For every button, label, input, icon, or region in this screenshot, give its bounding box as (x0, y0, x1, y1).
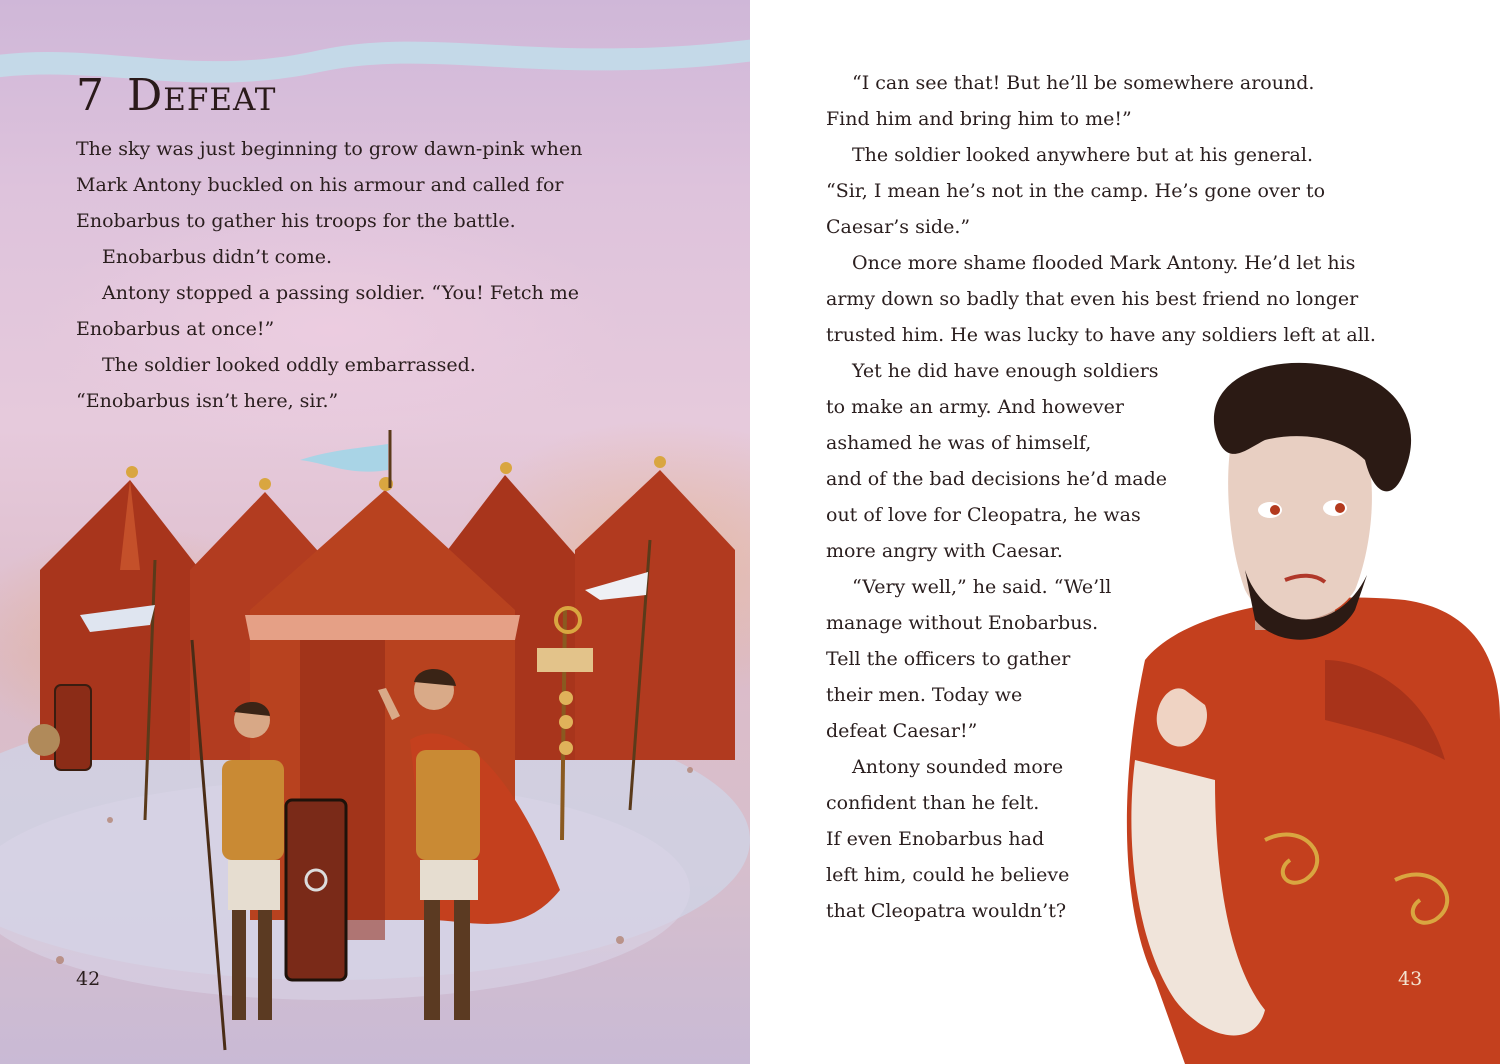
paragraph (826, 101, 1376, 137)
paragraph (76, 347, 582, 383)
text-line: “Very well,” he said. “We’ll (852, 576, 1112, 598)
page-number: 42 (76, 968, 101, 990)
text-line: “I can see that! But he’ll be somewhere around. (852, 72, 1315, 94)
chapter-number: 7 (76, 70, 105, 121)
text-line: more angry with Caesar. (826, 540, 1063, 562)
text-line: army down so badly that even his best friend no longer (826, 288, 1359, 310)
text-line: left him, could he believe (826, 864, 1070, 886)
camp-illustration (0, 420, 750, 1064)
text-line: defeat Caesar!” (826, 720, 978, 742)
text-line: “Enobarbus isn’t here, sir.” (76, 390, 339, 412)
right-page-text (826, 65, 1376, 929)
paragraph (826, 65, 1376, 101)
paragraph (826, 389, 1376, 569)
paragraph (826, 749, 1376, 785)
text-line: Enobarbus at once!” (76, 318, 275, 340)
paragraph (76, 383, 582, 419)
text-line: Antony stopped a passing soldier. “You! Fetch me (102, 282, 580, 304)
text-line: Once more shame flooded Mark Antony. He’d let his (852, 252, 1356, 274)
chapter-heading (76, 70, 276, 121)
text-line: ashamed he was of himself, (826, 432, 1092, 454)
text-line: If even Enobarbus had (826, 828, 1045, 850)
text-line: Mark Antony buckled on his armour and called for (76, 174, 564, 196)
text-line: their men. Today we (826, 684, 1023, 706)
left-page-text (76, 131, 582, 419)
text-line: out of love for Cleopatra, he was (826, 504, 1141, 526)
text-line: Tell the officers to gather (826, 648, 1071, 670)
paragraph (826, 245, 1376, 281)
text-line: Antony sounded more (852, 756, 1064, 778)
paragraph (76, 275, 582, 311)
text-line: to make an army. And however (826, 396, 1124, 418)
text-line: and of the bad decisions he’d made (826, 468, 1168, 490)
text-line: Enobarbus didn’t come. (102, 246, 333, 268)
tent (575, 456, 735, 760)
text-line: trusted him. He was lucky to have any soldiers left at all. (826, 324, 1376, 346)
paragraph (76, 131, 582, 239)
text-line: Caesar’s side.” (826, 216, 971, 238)
text-line: Yet he did have enough soldiers (852, 360, 1159, 382)
paragraph (826, 173, 1376, 245)
paragraph (76, 311, 582, 347)
paragraph (76, 239, 582, 275)
right-page (750, 0, 1500, 1064)
paragraph (826, 353, 1376, 389)
paragraph (826, 137, 1376, 173)
paragraph (826, 281, 1376, 353)
text-line: The soldier looked anywhere but at his general. (852, 144, 1313, 166)
text-line: Find him and bring him to me!” (826, 108, 1132, 130)
chapter-title: Defeat (127, 70, 277, 121)
text-line: confident than he felt. (826, 792, 1040, 814)
paragraph (826, 569, 1376, 605)
page-number: 43 (1398, 968, 1423, 990)
text-line: that Cleopatra wouldn’t? (826, 900, 1067, 922)
text-line: Enobarbus to gather his troops for the battle. (76, 210, 516, 232)
paragraph (826, 785, 1376, 929)
text-line: manage without Enobarbus. (826, 612, 1099, 634)
paragraph (826, 605, 1376, 749)
text-line: The soldier looked oddly embarrassed. (102, 354, 476, 376)
text-line: “Sir, I mean he’s not in the camp. He’s gone over to (826, 180, 1326, 202)
text-line: The sky was just beginning to grow dawn-pink when (76, 138, 583, 160)
